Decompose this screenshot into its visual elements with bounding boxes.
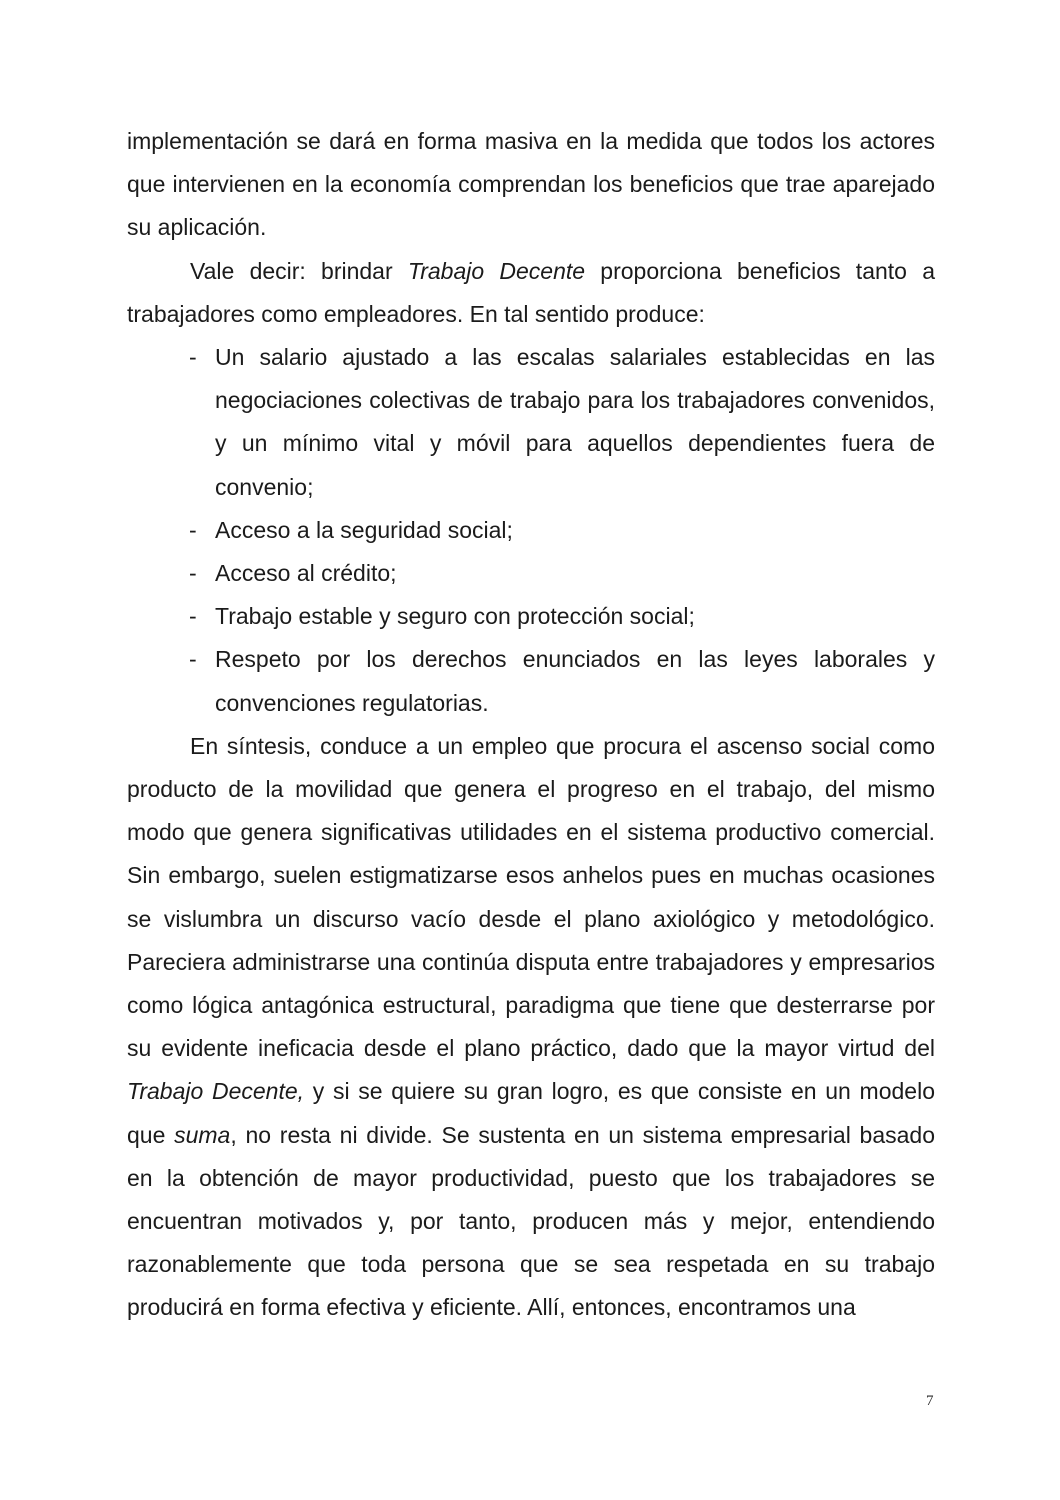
dash-marker: - (189, 603, 197, 630)
list-item (127, 336, 935, 509)
dash-marker: - (189, 344, 197, 371)
paragraph-continuation-text: implementación se dará en forma masiva en la medida que todos los actores que intervienen en la economía comprendan los beneficios que trae aparejado su aplicación. (127, 128, 935, 241)
list-item-text: Un salario ajustado a las escalas salariales establecidas en las negociaciones colectivas de trabajo para los trabajadores convenidos, y un mínimo vital y móvil para aquellos dependientes fuera de convenio; (215, 344, 935, 500)
page-number: 7 (926, 1393, 934, 1409)
list-item (127, 509, 935, 552)
synthesis-text-part-3: , no resta ni divide. Se sustenta en un sistema empresarial basado en la obtención de mayor productividad, puesto que los trabajadores se encuentran motivados y, por tanto, producen más y mejor, entendiendo razonablemente que toda persona que se sea respetada en su trabajo producirá en forma efectiva y eficiente. Allí, entonces, encontramos una (127, 1121, 935, 1321)
benefits-intro-italic-term: Trabajo Decente (407, 257, 586, 284)
paragraph-synthesis (127, 725, 935, 1330)
list-item-text: Respeto por los derechos enunciados en las leyes laborales y convenciones regulatorias. (215, 646, 935, 716)
synthesis-italic-suma: suma (174, 1121, 231, 1148)
synthesis-text-part-1: En síntesis, conduce a un empleo que procura el ascenso social como producto de la movilidad que genera el progreso en el trabajo, del mismo modo que genera significativas utilidades en el sistema productivo comercial. Sin embargo, suelen estigmatizarse esos anhelos pues en muchas ocasiones se vislumbra un discurso vacío desde el plano axiológico y metodológico. Pareciera administrarse una continúa disputa entre trabajadores y empresarios como lógica antagónica estructural, paradigma que tiene que desterrarse por su evidente ineficacia desde el plano práctico, dado que la mayor virtud del (127, 732, 935, 1062)
benefits-intro-text-start: Vale decir: brindar (190, 257, 408, 284)
list-item (127, 552, 935, 595)
synthesis-text-part-2: y si se quiere su gran logro, es que consiste en un modelo que (127, 1078, 935, 1148)
paragraph-continuation (127, 120, 935, 250)
list-item (127, 595, 935, 638)
document-page (127, 120, 935, 1330)
dash-marker: - (189, 646, 197, 673)
list-item-text: Acceso a la seguridad social; (215, 516, 513, 543)
list-item (127, 638, 935, 724)
benefits-intro-text-end: proporciona beneficios tanto a trabajadores como empleadores. En tal sentido produce: (127, 257, 935, 327)
paragraph-benefits-intro (127, 250, 935, 336)
list-item-text: Trabajo estable y seguro con protección social; (215, 603, 695, 630)
synthesis-italic-term: Trabajo Decente, (127, 1078, 305, 1105)
list-item-text: Acceso al crédito; (215, 560, 397, 587)
dash-marker: - (189, 516, 197, 543)
benefits-list (127, 336, 935, 725)
dash-marker: - (189, 560, 197, 587)
